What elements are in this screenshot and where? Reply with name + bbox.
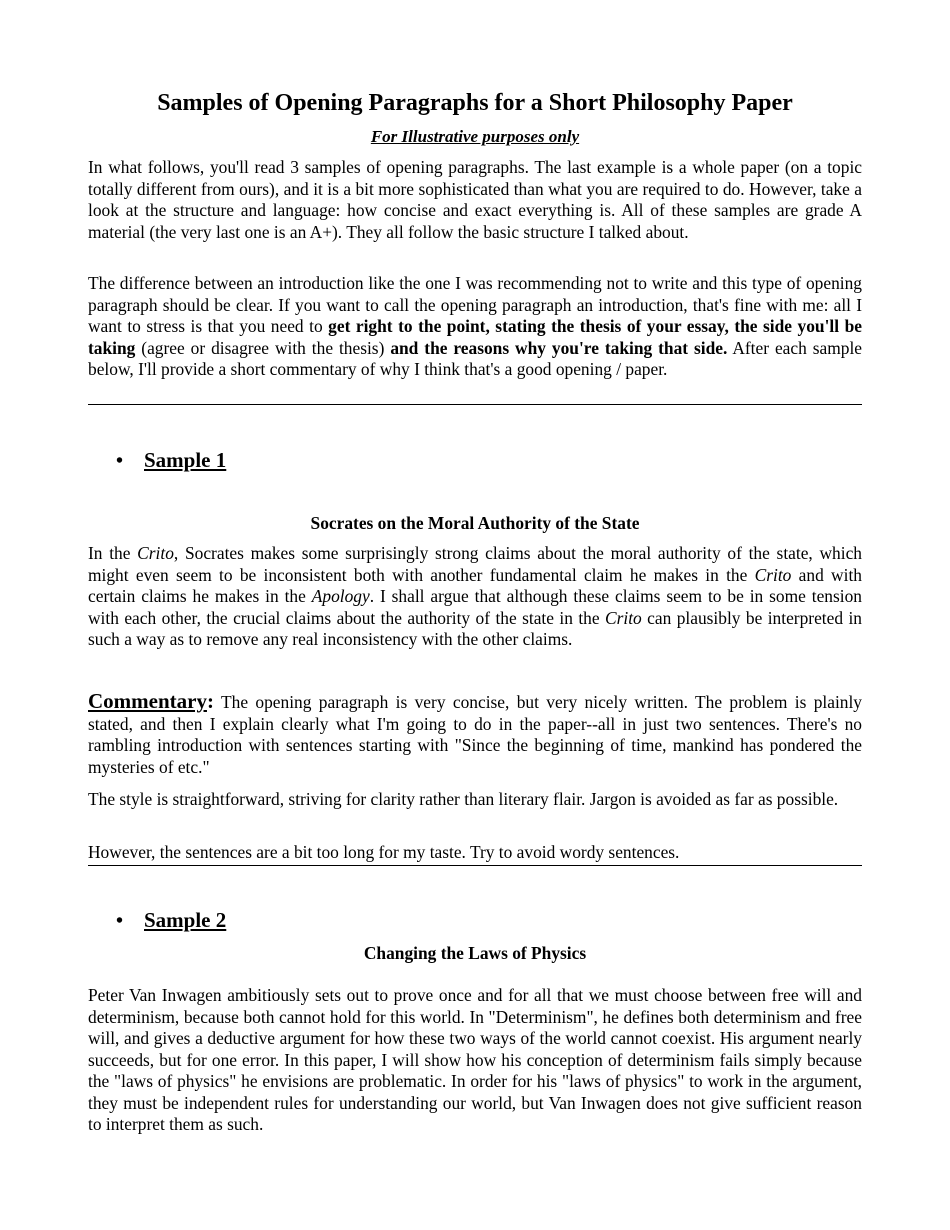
section-divider <box>88 404 862 405</box>
commentary-1-length-note: However, the sentences are a bit too long for my taste. Try to avoid wordy sentences. <box>88 842 680 862</box>
sample-2-title: Changing the Laws of Physics <box>363 943 587 963</box>
intro-2-bold-a: get right to the point, stating the thesis of your essay, the side you'll be taking <box>88 316 862 358</box>
intro-2-bold-b: and the reasons why you're taking that side. <box>390 337 728 358</box>
sample-2-heading <box>116 907 226 934</box>
s1-italic-2: Crito <box>754 564 792 585</box>
s1-italic-1: Crito <box>137 543 174 563</box>
s1-italic-4: Crito <box>605 607 642 628</box>
s1-italic-3: Apology <box>311 586 370 606</box>
intro-2-text-b: (agree or disagree with the thesis) <box>135 337 391 358</box>
s1-text-3: and with certain claims he makes in the <box>88 564 862 606</box>
intro-paragraph-1: In what follows, you'll read 3 samples of opening paragraphs. The last example is a whole paper (on a topic totally different from ours), and it is a bit more sophisticated than what you are required to do. However, take a look at the structure and language: how concise and exact everything is. All of these samples are grade A material (the very last one is an A+). They all follow the basic structure I talked about. <box>88 157 862 242</box>
commentary-colon: : <box>206 689 214 713</box>
sample-2-label: Sample 2 <box>144 908 227 932</box>
commentary-1-style-note: The style is straightforward, striving for clarity rather than literary flair. Jargon is avoided as far as possible. <box>88 789 839 809</box>
intro-2-text-c: After each sample below, I'll provide a short commentary of why I think that's a good opening / paper. <box>88 337 862 379</box>
page-title: Samples of Opening Paragraphs for a Short Philosophy Paper <box>157 90 793 116</box>
sample-2-paragraph: Peter Van Inwagen ambitiously sets out to prove once and for all that we must choose between free will and determinism, because both cannot hold for this world. In "Determinism", he defines both determinism and free will, and gives a deductive argument for how these two ways of the world cannot coexist. His argument nearly succeeds, but for one error. In this paper, I will show how his conception of determinism fails simply because the "laws of physics" he envisions are problematic. In order for his "laws of physics" to work in the argument, they must be independent rules for understanding our world, but Van Inwagen does not give sufficient reason to interpret them as such. <box>88 985 862 1134</box>
sample-1-heading <box>116 447 226 474</box>
bullet-icon: • <box>116 910 124 932</box>
sample-1-label: Sample 1 <box>144 448 227 472</box>
section-divider-2 <box>88 865 862 866</box>
intro-2-text-a: The difference between an introduction like the one I was recommending not to write and this type of opening paragraph should be clear. If you want to call the opening paragraph an introduction, that's fine with me: all I want to stress is that you need to <box>88 273 862 336</box>
s1-text-4: . I shall argue that although these claims seem to be in some tension with each other, the crucial claims about the authority of the state in the <box>88 586 862 628</box>
s1-text-1: In the <box>88 543 138 563</box>
s1-text-5: can plausibly be interpreted in such a way as to remove any real inconsistency with the other claims. <box>88 607 862 649</box>
commentary-1-text: The opening paragraph is very concise, but very nicely written. The problem is plainly stated, and then I explain clearly what I'm going to do in the paper--all in just two sentences. There's no rambling introduction with sentences starting with "Since the beginning of time, mankind has pondered the mysteries of etc." <box>88 692 862 777</box>
s1-text-2: , Socrates makes some surprisingly strong claims about the moral authority of the state, which might even seem to be inconsistent both with another fundamental claim he makes in the <box>88 543 862 585</box>
commentary-1-paragraph <box>88 691 862 778</box>
page-subtitle: For Illustrative purposes only <box>370 127 580 146</box>
sample-1-title: Socrates on the Moral Authority of the State <box>310 513 640 533</box>
intro-paragraph-2 <box>88 273 862 381</box>
commentary-label: Commentary <box>88 689 207 713</box>
sample-1-paragraph <box>88 543 862 651</box>
bullet-icon: • <box>116 450 124 472</box>
